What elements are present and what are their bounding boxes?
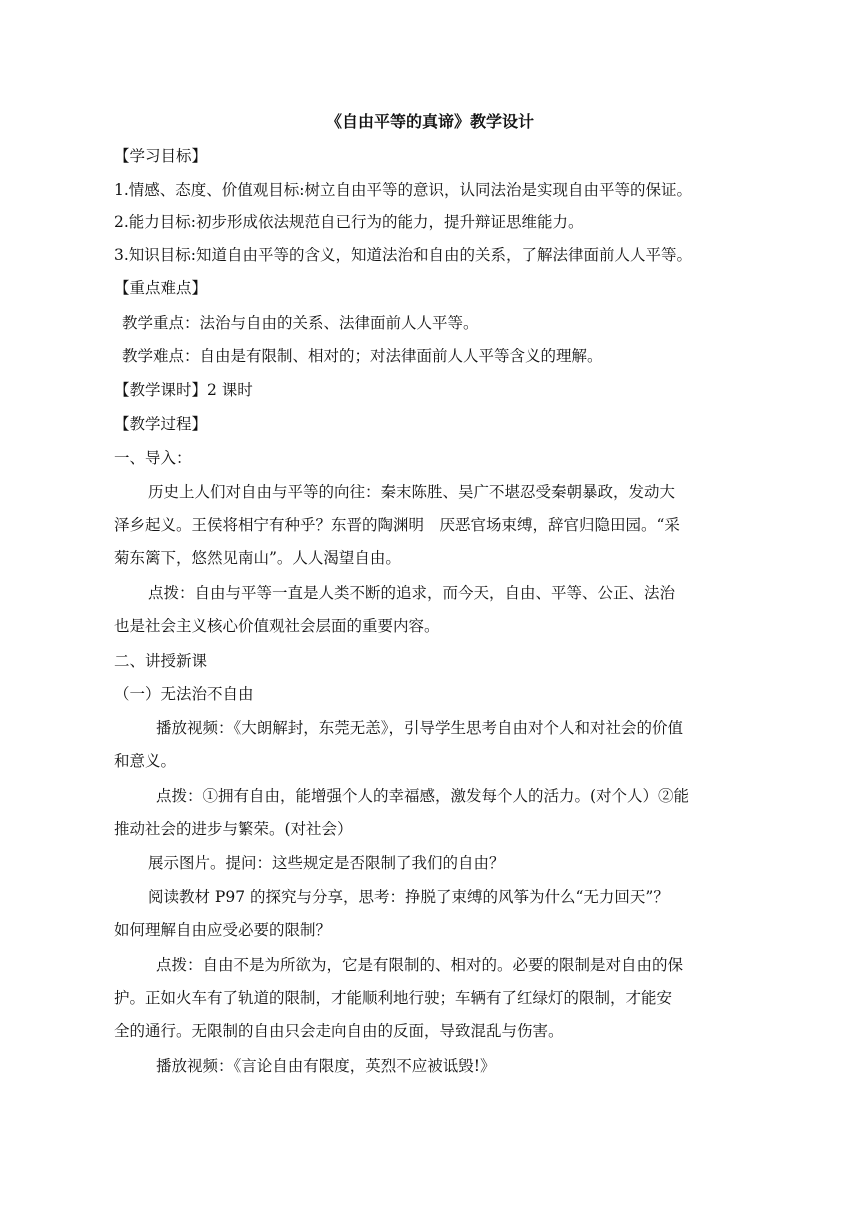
intro-heading: 一、导入： <box>114 449 192 467</box>
video2-line: 播放视频：《言论自由有限度，英烈不应被诋毁!》 <box>156 1057 496 1075</box>
intro-paragraph-line: 菊东篱下，悠然见南山”。人人渴望自由。 <box>114 549 401 567</box>
new-lesson-heading: 二、讲授新课 <box>114 652 208 670</box>
keypoints-heading: 【重点难点】 <box>114 279 208 297</box>
intro-point-line: 也是社会主义核心价值观社会层面的重要内容。 <box>114 617 440 635</box>
objectives-heading: 【学习目标】 <box>114 147 208 165</box>
objective-1: 1.情感、态度、价值观目标:树立自由平等的意识，认同法治是实现自由平等的保证。 <box>114 181 693 199</box>
point2-paragraph-line: 护。正如火车有了轨道的限制，才能顺利地行驶；车辆有了红绿灯的限制，才能安 <box>114 989 673 1007</box>
keypoint-text: 教学重点：法治与自由的关系、法律面前人人平等。 <box>122 314 479 332</box>
video-paragraph-line: 播放视频：《大朗解封，东莞无恙》，引导学生思考自由对个人和对社会的价值 <box>156 719 684 737</box>
hours-text: 【教学课时】2 课时 <box>114 381 253 399</box>
reading-paragraph-line: 阅读教材 P97 的探究与分享，思考：挣脱了束缚的风筝为什么“无力回天”？ <box>148 888 669 906</box>
point-paragraph-line: 推动社会的进步与繁荣。(对社会） <box>114 820 353 838</box>
objective-3: 3.知识目标:知道自由平等的含义，知道法治和自由的关系，了解法律面前人人平等。 <box>114 246 693 264</box>
reading-paragraph-line: 如何理解自由应受必要的限制？ <box>114 921 332 939</box>
pictures-question: 展示图片。提问：这些规定是否限制了我们的自由？ <box>148 854 505 872</box>
subsection-heading: （一）无法治不自由 <box>114 685 254 703</box>
point2-paragraph-line: 点拨：自由不是为所欲为，它是有限制的、相对的。必要的限制是对自由的保 <box>156 956 684 974</box>
video-paragraph-line: 和意义。 <box>114 752 177 770</box>
objective-2: 2.能力目标:初步形成依法规范自已行为的能力，提升辩证思维能力。 <box>114 213 584 231</box>
document-title: 《自由平等的真谛》教学设计 <box>325 112 534 131</box>
intro-paragraph-line: 历史上人们对自由与平等的向往：秦末陈胜、吴广不堪忍受秦朝暴政，发动大 <box>148 483 676 501</box>
point2-paragraph-line: 全的通行。无限制的自由只会走向自由的反面，导致混乱与伤害。 <box>114 1022 564 1040</box>
intro-point-line: 点拨：自由与平等一直是人类不断的追求，而今天，自由、平等、公正、法治 <box>148 584 676 602</box>
intro-paragraph-line: 泽乡起义。王侯将相宁有种乎？东晋的陶渊明 厌恶官场束缚，辞官归隐田园。“采 <box>114 516 680 534</box>
difficulty-text: 教学难点：自由是有限制、相对的；对法律面前人人平等含义的理解。 <box>122 347 603 365</box>
point-paragraph-line: 点拨：①拥有自由，能增强个人的幸福感，激发每个人的活力。(对个人）②能 <box>156 787 690 805</box>
process-heading: 【教学过程】 <box>114 415 208 433</box>
